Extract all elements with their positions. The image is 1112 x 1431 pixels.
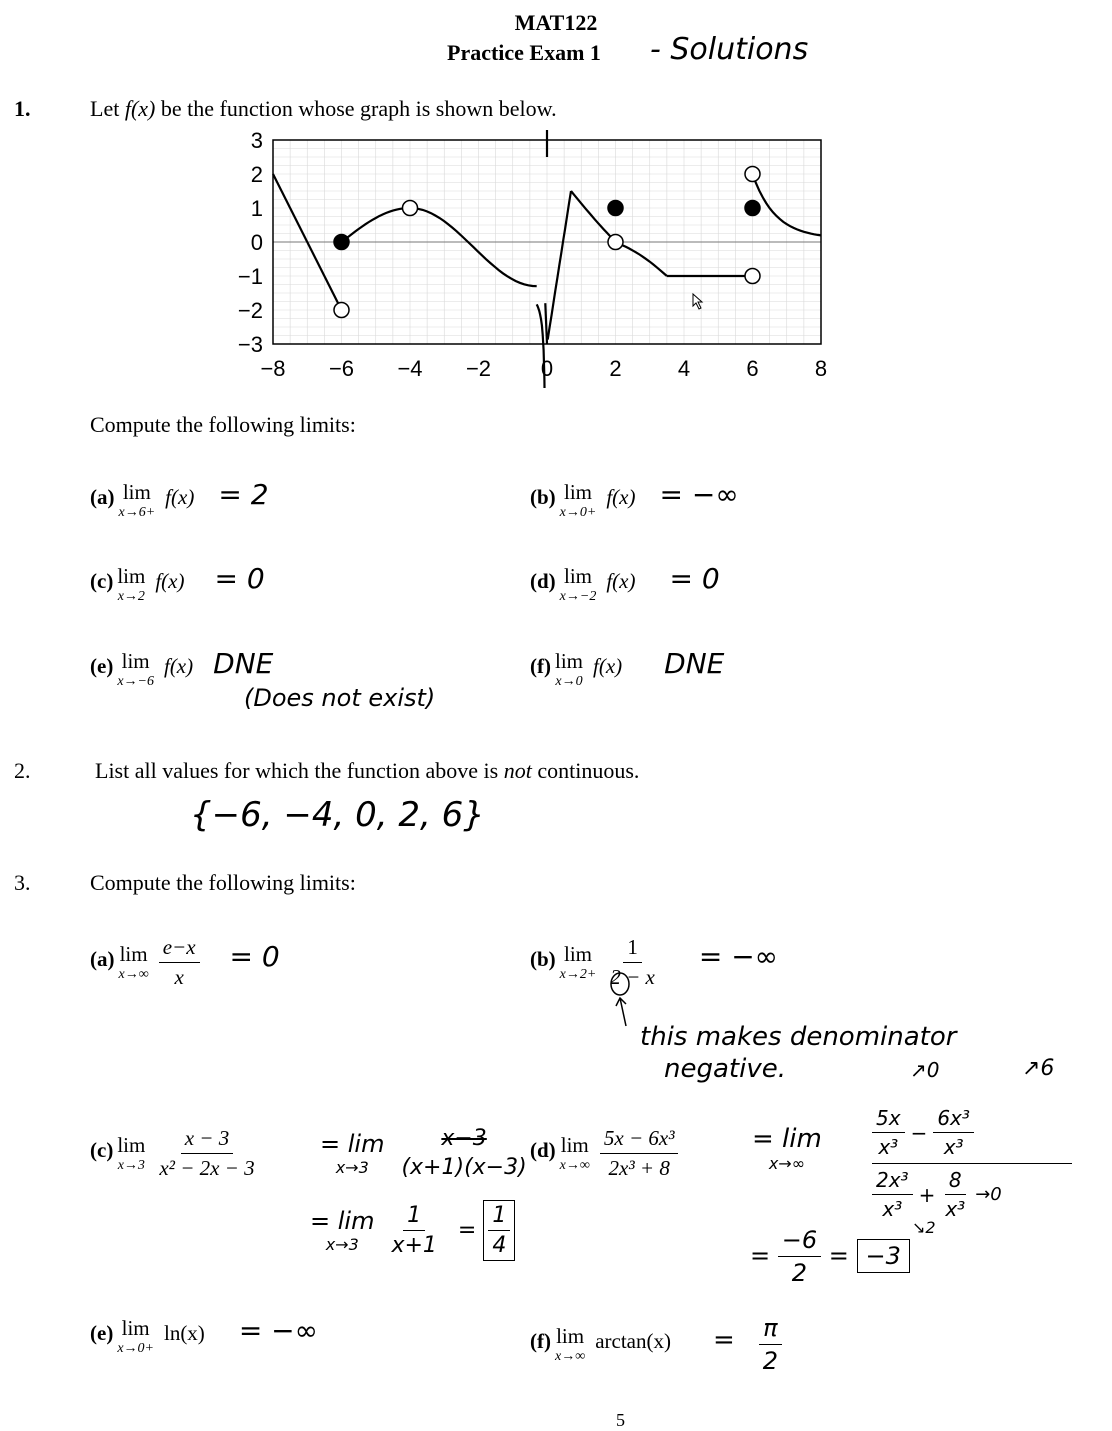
x-tick-label: 2 bbox=[609, 356, 622, 381]
course-title: MAT122 bbox=[514, 10, 598, 35]
curve-segment-fall bbox=[410, 208, 537, 286]
p3-part-f: (f) lim x→∞ arctan(x) = $\frac{\pi}{2}$ bbox=[530, 1314, 782, 1375]
x-tick-label: −4 bbox=[397, 356, 423, 381]
x-tick-label: 0 bbox=[540, 356, 554, 381]
x-tick-labels bbox=[260, 356, 827, 381]
y-tick-label: −3 bbox=[237, 332, 263, 357]
p3b-note-line1: this makes denominator bbox=[640, 1022, 957, 1052]
p1-part-e-note: (Does not exist) bbox=[244, 684, 436, 712]
x-tick-label: −8 bbox=[260, 356, 286, 381]
problem-2-prompt: List all values for which the function above is not continuous. bbox=[95, 758, 640, 783]
p3d-work-fraction: $\frac{5x}{\text{x³}}$ − $\frac{\text{6x³}}{\text{x³}}$ $\frac{\text{2x³}}{\text{x³}}$ + $\frac{8}{\text{x³}}$ →0 bbox=[872, 1106, 1072, 1221]
p1-part-b: (b) lim x→0+ f(x) = −∞ bbox=[530, 478, 739, 520]
graph-point-filled bbox=[608, 201, 623, 216]
p1-part-f: (f) lim x→0 f(x) DNE bbox=[530, 647, 725, 689]
graph-grid bbox=[273, 140, 821, 344]
p3-part-b: (b) lim x→2+ $\frac{1}{2 - x}$ = −∞ bbox=[530, 935, 778, 989]
p1-part-a: (a) lim x→6+ f(x) = 2 bbox=[90, 478, 269, 520]
p3c-work-step2: = lim x→3 $\frac{1}{x+1}$ = $\frac{1}{4}$ bbox=[310, 1200, 515, 1261]
problem-1-prompt: Let f(x) be the function whose graph is shown below. bbox=[90, 96, 557, 121]
p3d-work-result: = $\frac{-6}{2}$ = −3 bbox=[750, 1226, 910, 1287]
problem-3-instruction: Compute the following limits: bbox=[90, 870, 356, 895]
p3-part-c: (c) lim x→3 $\frac{x - 3}{\text{x² − 2x − 3}}$ bbox=[90, 1126, 255, 1180]
y-tick-labels bbox=[238, 128, 263, 357]
y-tick-label: 2 bbox=[250, 162, 263, 187]
graph-point-open bbox=[608, 235, 623, 250]
p1-part-c: (c) lim x→2 f(x) = 0 bbox=[90, 562, 265, 604]
problem-2-number: 2. bbox=[14, 758, 31, 783]
x-tick-label: −2 bbox=[465, 356, 492, 381]
x-tick-label: 4 bbox=[677, 356, 691, 381]
p3d-arrow-two: ↘2 bbox=[912, 1218, 936, 1237]
problem-3-number: 3. bbox=[14, 870, 31, 895]
y-tick-label: 3 bbox=[250, 128, 263, 153]
curve-segment-spike-up bbox=[548, 191, 571, 340]
x-tick-label: −6 bbox=[328, 356, 355, 381]
problem-1-instruction: Compute the following limits: bbox=[90, 412, 356, 437]
problem-1-number: 1. bbox=[14, 96, 31, 121]
graph-point-filled bbox=[745, 201, 760, 216]
cursor-icon bbox=[693, 294, 702, 309]
graph-point-open bbox=[334, 303, 349, 318]
p3-part-d: (d) lim x→∞ $\frac{\text{5x − 6x³}}{\text{2x³ + 8}}$ bbox=[530, 1126, 678, 1181]
handwritten-solutions: - Solutions bbox=[650, 32, 809, 67]
p1-part-e: (e) lim x→−6 f(x) DNE bbox=[90, 647, 274, 689]
p3-part-a: (a) lim x→∞ $\frac{e-x}{x}$ = 0 bbox=[90, 935, 280, 989]
graph-point-open bbox=[745, 167, 760, 182]
p3-part-e: (e) lim x→0+ ln(x) = −∞ bbox=[90, 1314, 318, 1356]
p3b-note-line2: negative. bbox=[664, 1054, 786, 1084]
x-tick-label: 6 bbox=[746, 356, 759, 381]
graph-point-open bbox=[745, 269, 760, 284]
exam-title: Practice Exam 1 bbox=[447, 40, 601, 65]
x-tick-label: 8 bbox=[814, 356, 828, 381]
p1-part-d: (d) lim x→−2 f(x) = 0 bbox=[530, 562, 720, 604]
p3d-arrow-zero: ↗0 bbox=[910, 1058, 940, 1082]
page-number: 5 bbox=[616, 1410, 625, 1430]
problem-2-answer: {−6, −4, 0, 2, 6} bbox=[190, 795, 485, 835]
function-graph bbox=[225, 128, 845, 388]
y-tick-label: 1 bbox=[250, 196, 263, 221]
p3d-arrow-six: ↗6 bbox=[1022, 1056, 1055, 1081]
y-tick-label: −2 bbox=[237, 298, 263, 323]
p3d-work-lim: = lim x→∞ bbox=[752, 1124, 822, 1173]
y-tick-label: −1 bbox=[237, 264, 263, 289]
graph-point-open bbox=[403, 201, 418, 216]
graph-point-filled bbox=[334, 235, 349, 250]
y-tick-label: 0 bbox=[250, 230, 263, 255]
p3c-work-step1: = lim x→3 x−3 (x+1)(x−3) bbox=[320, 1126, 527, 1180]
